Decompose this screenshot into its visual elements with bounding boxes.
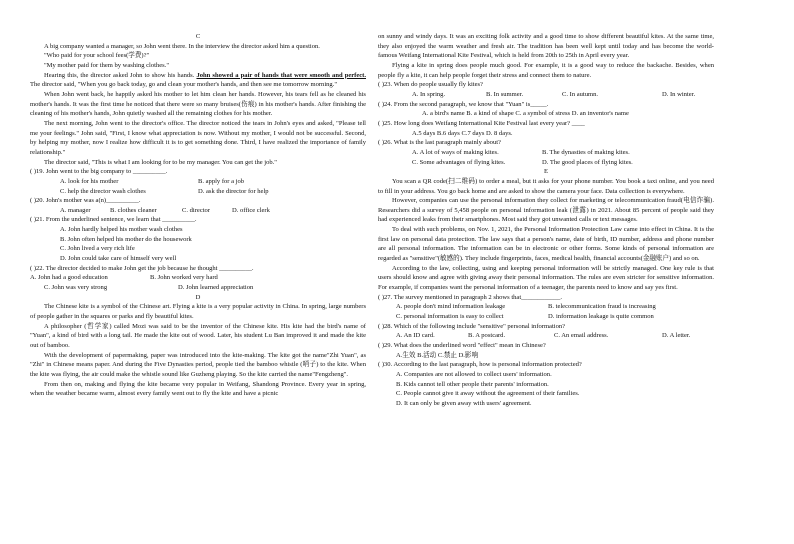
q28-option-b: B. A postcard. xyxy=(468,332,506,340)
passage-d-para-4: From then on, making and flying the kite became very popular in Weifang, Shandong Province. Every year in spring, when the weather became warm, almost every family went out to fly the kite and have a picnic xyxy=(30,380,366,398)
passage-e-para-1: You scan a QR code(扫二维码) to order a meal, but it asks for your phone number. You book a taxi online, and you need to fill in your address. You go back home and are asked to show the camera your face. Data collection is everywhere. xyxy=(378,177,714,195)
question-27: ( )27. The survey mentioned in paragraph 2 shows that____________. xyxy=(378,293,563,301)
q19-options-row-1 xyxy=(30,177,366,187)
q26-option-a: A. A lot of ways of making kites. xyxy=(412,148,499,156)
q27-options-row-1 xyxy=(378,302,714,312)
passage-c-para-2: "Who paid for your school fees(学费)?" xyxy=(44,52,150,60)
q28-option-d: D. A letter. xyxy=(662,332,691,340)
q19-option-c: C. help the director wash clothes xyxy=(60,187,146,195)
question-26: ( )26. What is the last paragraph mainly about? xyxy=(378,139,501,147)
q23-option-d: D. In winter. xyxy=(662,90,696,98)
q20-option-c: C. director xyxy=(182,206,210,214)
q26-option-b: B. The dynasties of making kites. xyxy=(542,148,630,156)
q20-options-row xyxy=(30,206,366,216)
q30-option-b: B. Kids cannot tell other people their parents' information. xyxy=(396,380,549,388)
passage-c-para-5: When John went back, he happily asked his mother to let him clean her hands. However, his tears fell as he cleaned his mother's hands. It was the first time he noticed that there were so many bruises(伤痕) in his mother's hands. After finishing the cleaning of his mother's hands, John quietly washed all the remaining clothes for his mother. xyxy=(30,90,366,118)
passage-e-heading: E xyxy=(544,168,548,176)
question-22: ( )22. The director decided to make John get the job because he thought __________. xyxy=(30,264,254,272)
q21-option-a: A. John hardly helped his mother wash clothes xyxy=(60,226,183,234)
left-column xyxy=(30,32,366,399)
passage-d-para-2: A philosopher (哲学家) called Mozi was said to be the inventor of the Chinese kite. His kite had the bird's name of "Yuan", a kind of bird with a long tail. He made the kite out of wood. Later, his student Lu Ban improved it and made the kite out of bamboo. xyxy=(30,322,366,349)
q19-option-d: D. ask the director for help xyxy=(198,187,269,195)
q29-options: A.生效 B.活动 C.禁止 D.影响 xyxy=(396,351,479,359)
q26-options-row-2 xyxy=(378,158,714,168)
passage-d-para-4-continued: on sunny and windy days. It was an exciting folk activity and a good time to show different beautiful kites. At the same time, they also enjoyed the warm weather and fresh air. The tradition has been well kept until today and has become the world-famous Weifang International Kite Festival, which is held from 20th to 25th in April every year. xyxy=(378,33,714,60)
passage-e-para-2: However, companies can use the personal information they collect for marketing or telecommunication fraud(电信诈骗). Researchers did a survey of 5,458 people on personal information leak (泄露) in 2021. About 85 percent of people said they had experienced leaks from their smartphones. Most said they got unwanted calls or text messages. xyxy=(378,197,714,224)
question-25: ( )25. How long does Weifang International Kite Festival last every year? ____ xyxy=(378,119,585,127)
question-30: ( )30. According to the last paragraph, how is personal information protected? xyxy=(378,361,582,369)
passage-c-heading: C xyxy=(195,33,201,40)
passage-d-para-5: Flying a kite in spring does people much good. For example, it is a good way to reduce the backache. Besides, when people fly a kite, it can help people forget their stress and connect them to nature. xyxy=(378,61,714,79)
para-4-start: Hearing this, the director asked John to show his hands. xyxy=(44,71,197,79)
passage-c-para-4 xyxy=(30,71,366,90)
question-29: ( )29. What does the underlined word "effect" mean in Chinese? xyxy=(378,342,546,349)
q27-option-d: D. information leakage is quite common xyxy=(548,313,654,321)
q26-option-c: C. Some advantages of flying kites. xyxy=(412,158,506,166)
q20-option-d: D. office clerk xyxy=(232,206,270,214)
q24-options: A. a bird's name B. a kind of shape C. a symbol of stress D. an inventor's name xyxy=(422,110,629,118)
para-4-end: The director said, "When you go back today, go and clean your mother's hands, and then see me tomorrow morning." xyxy=(30,81,337,89)
q19-option-b: B. apply for a job xyxy=(198,177,245,185)
q22-option-d: D. John learned appreciation xyxy=(178,284,254,292)
underlined-sentence: John showed a pair of hands that were smooth and perfect. xyxy=(196,71,366,79)
passage-c-para-3: "My mother paid for them by washing clothes." xyxy=(44,61,169,69)
q30-option-d: D. It can only be given away with users' agreement. xyxy=(396,399,532,407)
question-24: ( )24. From the second paragraph, we know that "Yuan" is_____. xyxy=(378,100,549,108)
q22-option-c: C. John was very strong xyxy=(44,284,108,292)
q27-options-row-2 xyxy=(378,312,714,322)
right-column xyxy=(378,32,714,409)
passage-d-para-1: The Chinese kite is a symbol of the Chinese art. Flying a kite is a very popular activity in China. In spring, large numbers of people gather in the squares or parks and fly beautiful kites. xyxy=(30,303,366,321)
q22-option-a: A. John had a good education xyxy=(30,274,108,282)
q28-options-row xyxy=(378,331,714,341)
q23-option-c: C. In autumn. xyxy=(562,90,599,98)
q20-option-b: B. clothes cleaner xyxy=(110,206,157,214)
q22-options-row-2 xyxy=(30,283,366,293)
passage-c-para-6: The next morning, John went to the director's office. The director noticed the tears in John's eyes and asked, "Please tell me your feelings." John said, "First, I know what appreciation is now. Without my mother, I would not be successful. Second, by helping my mother, now I realize how difficult it is to get something done. Third, I have realized the importance of family relationship." xyxy=(30,119,366,156)
q23-options-row xyxy=(378,90,714,100)
q27-option-a: A. people don't mind information leakage xyxy=(396,303,506,311)
question-28: ( )28. Which of the following include "sensitive" personal information? xyxy=(378,322,566,330)
q30-option-c: C. People cannot give it away without the agreement of their families. xyxy=(396,390,580,398)
question-20: ( )20. John's mother was a(n)__________. xyxy=(30,197,141,205)
q27-option-c: C. personal information is easy to collect xyxy=(396,313,504,321)
q22-option-b: B. John worked very hard xyxy=(150,274,218,282)
q21-option-d: D. John could take care of himself very well xyxy=(60,255,177,263)
q25-options: A.5 days B.6 days C.7 days D. 8 days. xyxy=(412,129,513,137)
passage-c-para-1: A big company wanted a manager, so John went there. In the interview the director asked him a question. xyxy=(44,42,320,50)
passage-d-para-3: With the development of papermaking, paper was introduced into the kite-making. The kite got the name"Zhi Yuan", as "Zhi" in Chinese means paper. And during the Five Dynasties period, people tied the bamboo whistle (哨子) to the kite. When the kite was flying, the air could make the whistle sound like Guzheng playing. So the kite carried the name"Fengzheng". xyxy=(30,351,366,378)
q22-options-row-1 xyxy=(30,273,366,283)
q21-option-b: B. John often helped his mother do the housework xyxy=(60,235,192,243)
q19-options-row-2 xyxy=(30,187,366,197)
q26-options-row-1 xyxy=(378,148,714,158)
q23-option-b: B. In summer. xyxy=(486,90,524,98)
passage-d-heading: D xyxy=(195,293,201,301)
passage-c-para-7: The director said, "This is what I am looking for to be my manager. You can get the job." xyxy=(44,158,277,166)
q19-option-a: A. look for his mother xyxy=(60,177,119,185)
question-21: ( )21. From the underlined sentence, we learn that __________. xyxy=(30,216,197,224)
q20-option-a: A. manager xyxy=(60,206,91,214)
q30-option-a: A. Companies are not allowed to collect users' information. xyxy=(396,370,552,378)
q21-option-c: C. John lived a very rich life xyxy=(60,245,135,253)
q28-option-c: C. An email address. xyxy=(554,332,609,340)
q28-option-a: A. An ID card. xyxy=(396,332,435,340)
q26-option-d: D. The good places of flying kites. xyxy=(542,158,633,166)
q23-option-a: A. In spring. xyxy=(412,90,446,98)
passage-e-para-3: To deal with such problems, on Nov. 1, 2021, the Personal Information Protection Law came into effect in China. It is the first law on personal data protection. The law says that a person's name, date of birth, ID number, address and phone number are all personal information. The information can be in electronic or other forms. Some kinds of personal information are regarded as "sensitive"(敏感的). They include fingerprints, faces, medical health, financial accounts(金融账户) and so on. xyxy=(378,226,714,263)
passage-e-para-4: According to the law, collecting, using and keeping personal information will be strictly managed. One key rule is that users should know and agree with giving away their personal information. The rules are even stricter for sensitive information. For example, if companies want the personal information of a teenager, the parents need to know and say yes first. xyxy=(378,264,714,292)
question-23: ( )23. When do people usually fly kites? xyxy=(378,81,483,89)
question-19: ( )19. John went to the big company to __________. xyxy=(30,168,168,176)
q27-option-b: B. telecommunication fraud is increasing xyxy=(548,303,656,311)
